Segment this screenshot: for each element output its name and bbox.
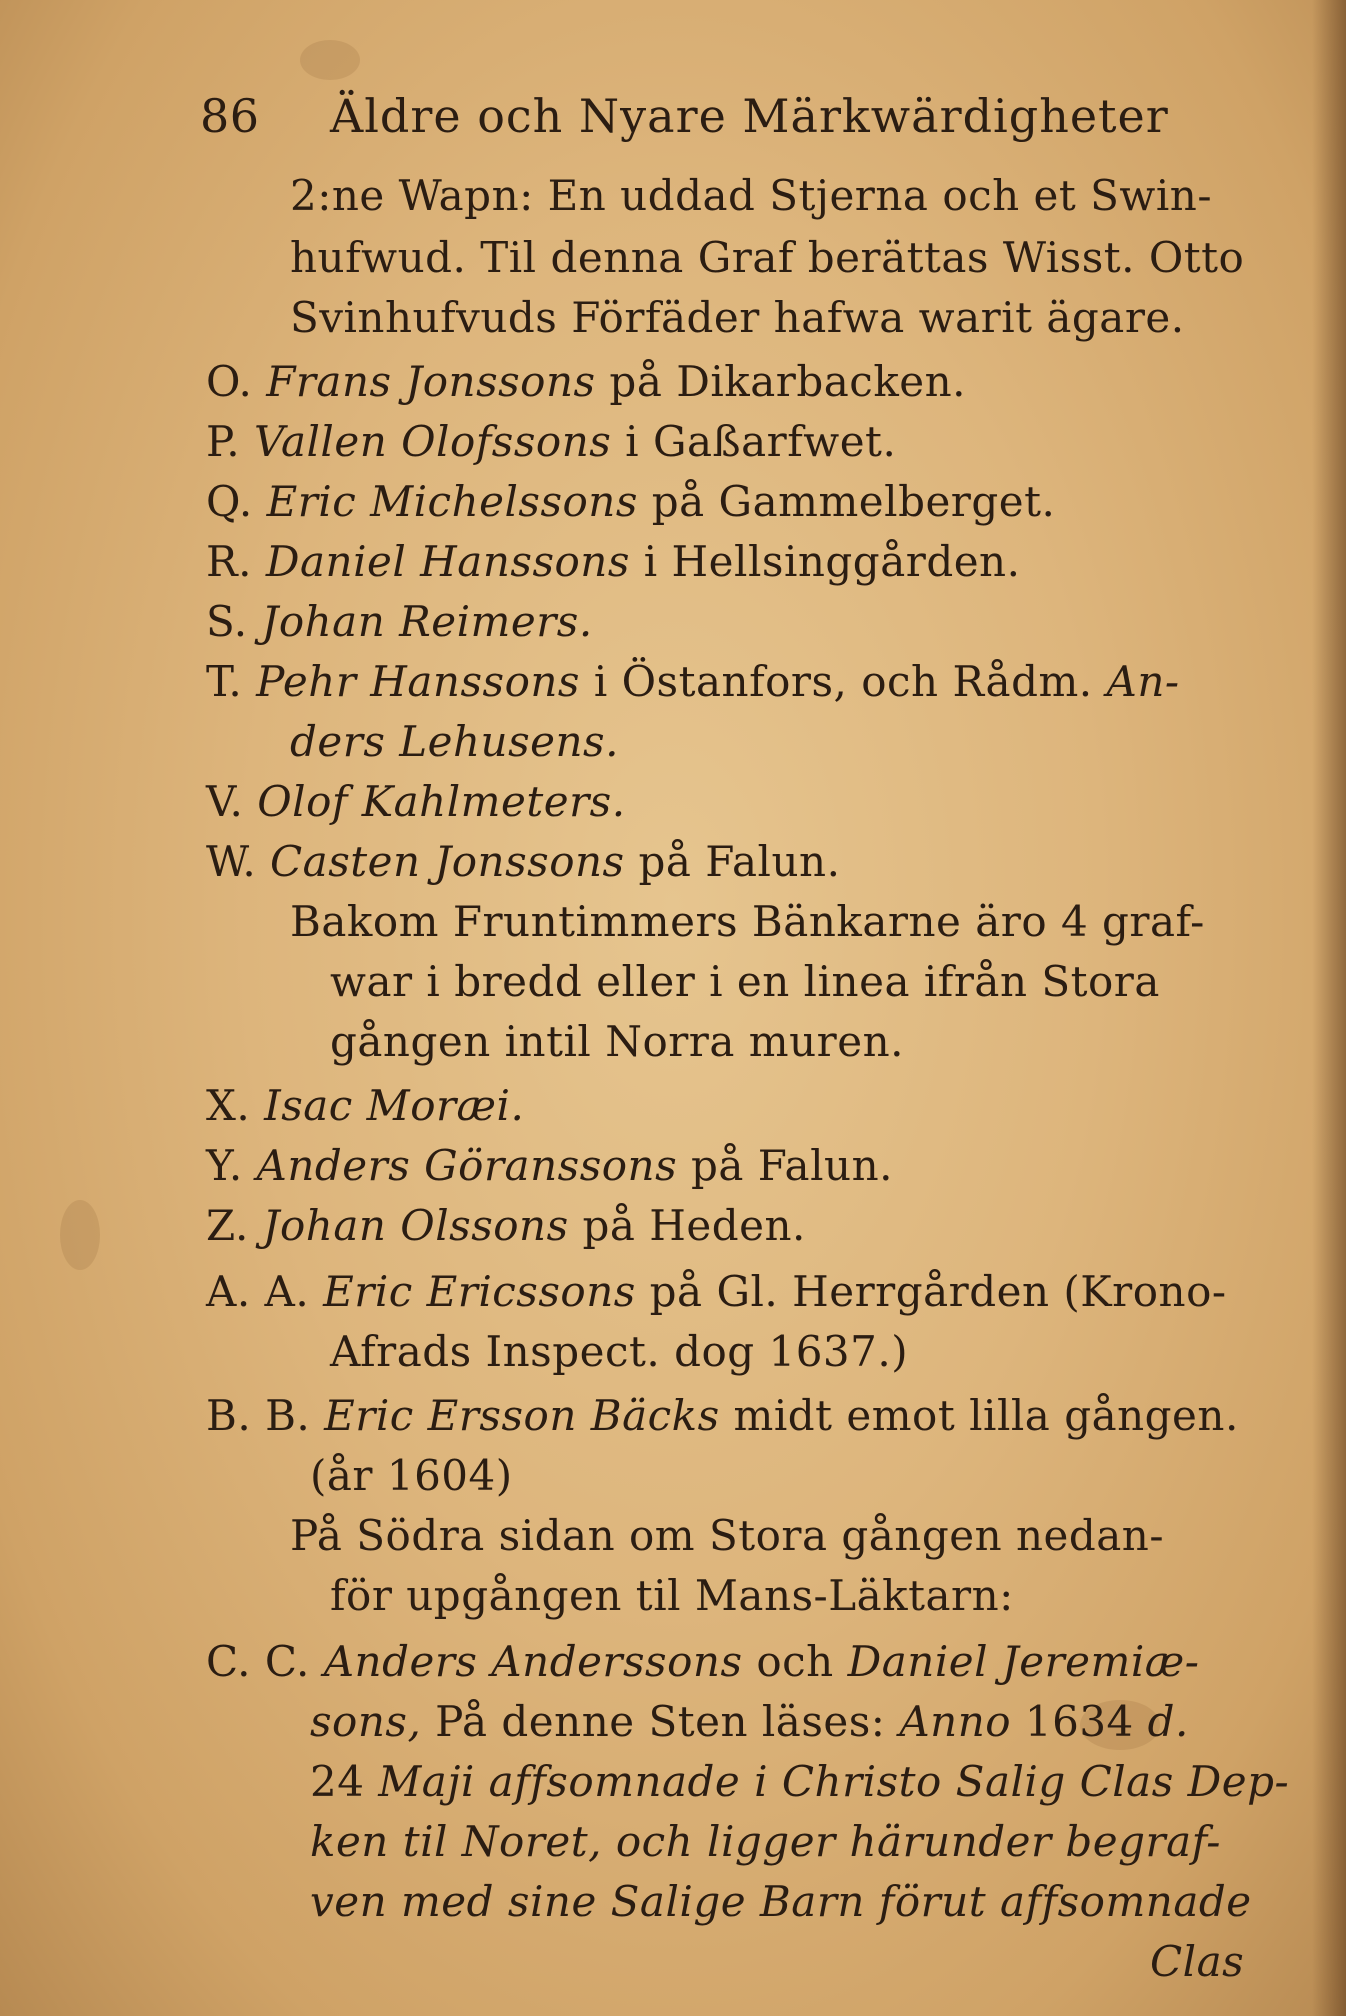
intro-line: Svinhufvuds Förfäder hafwa warit ägare. xyxy=(290,293,1185,342)
entry-label: A. A. xyxy=(206,1267,310,1316)
entry-name: Daniel Hanssons xyxy=(265,537,630,586)
entry-label: X. xyxy=(206,1081,251,1130)
intro-line: 2:ne Wapn: En uddad Stjerna och et Swin- xyxy=(290,171,1213,220)
entry-name: ken til Noret, och ligger härunder begraf- xyxy=(310,1817,1221,1866)
entry-name: Johan Olssons xyxy=(262,1201,569,1250)
entry-label: B. B. xyxy=(206,1391,311,1440)
entry-name: Pehr Hanssons xyxy=(256,657,580,706)
paragraph-line: Bakom Fruntimmers Bänkarne äro 4 graf- xyxy=(290,897,1205,946)
entry-line xyxy=(206,1386,1239,1446)
entry-line xyxy=(206,472,1055,532)
entry-line xyxy=(310,1752,1289,1812)
entry-label: Y. xyxy=(206,1141,243,1190)
entry-line xyxy=(206,772,626,832)
entry-rest: på Gammelberget. xyxy=(637,477,1056,526)
entry-line xyxy=(310,1692,1189,1752)
entry-rest: (år 1604) xyxy=(310,1451,513,1500)
entry-label: O. xyxy=(206,357,253,406)
entry-rest: på Falun. xyxy=(677,1141,893,1190)
entry-rest: på Gl. Herrgården (Krono- xyxy=(635,1267,1227,1316)
entry-name: ven med sine Salige Barn förut affsomnade xyxy=(310,1877,1252,1926)
entry-line xyxy=(206,1196,806,1256)
entry-line xyxy=(310,1446,513,1506)
entry-rest: på Dikarbacken. xyxy=(595,357,967,406)
catchword: Clas xyxy=(1150,1937,1245,1986)
entry-line xyxy=(206,1076,524,1136)
entry-name: Isac Moræi. xyxy=(264,1081,525,1130)
entry-line xyxy=(206,832,840,892)
entry-line xyxy=(310,1872,1252,1932)
entry-rest: Afrads Inspect. dog 1637.) xyxy=(330,1327,909,1376)
entry-label: S. xyxy=(206,597,248,646)
entry-name: Maji affsomnade i Christo Salig Clas Dep- xyxy=(378,1757,1290,1806)
entry-rest: i Gaßarfwet. xyxy=(611,417,897,466)
entry-rest: och xyxy=(742,1637,848,1686)
entry-line xyxy=(206,1136,893,1196)
entry-line xyxy=(206,1632,1199,1692)
page-number: 86 xyxy=(200,89,260,143)
entry-label: T. xyxy=(206,657,243,706)
entry-rest: i Hellsinggården. xyxy=(629,537,1021,586)
entry-name: Frans Jonssons xyxy=(266,357,596,406)
running-title: Äldre och Nyare Märkwärdigheter xyxy=(330,89,1169,143)
entry-name-3: d. xyxy=(1147,1697,1189,1746)
entry-line xyxy=(206,412,896,472)
entry-label: Z. xyxy=(206,1201,249,1250)
entry-line xyxy=(206,352,966,412)
entry-name: Anders Göranssons xyxy=(256,1141,678,1190)
entry-rest: 24 xyxy=(310,1757,379,1806)
entry-name: Eric Ersson Bäcks xyxy=(324,1391,720,1440)
entry-label: V. xyxy=(206,777,244,826)
entry-name-2: Daniel Jeremiæ- xyxy=(847,1637,1200,1686)
entry-name: Anders Anderssons xyxy=(323,1637,743,1686)
entry-rest: på Falun. xyxy=(624,837,841,886)
entry-line xyxy=(206,1262,1227,1322)
entry-line xyxy=(206,592,593,652)
paragraph-line: gången intil Norra muren. xyxy=(330,1017,904,1066)
entry-rest: i Östanfors, och Rådm. xyxy=(579,657,1093,706)
entry-line xyxy=(310,1812,1221,1872)
entry-rest: på Heden. xyxy=(568,1201,806,1250)
entry-rest: På denne Sten läses: xyxy=(421,1697,900,1746)
entry-name: Eric Michelssons xyxy=(266,477,638,526)
entry-rest: midt emot lilla gången. xyxy=(719,1391,1239,1440)
entry-name: Vallen Olofssons xyxy=(253,417,612,466)
entry-line xyxy=(290,712,619,772)
entry-label: P. xyxy=(206,417,241,466)
entry-name: ders Lehusens. xyxy=(290,717,619,766)
entry-label: R. xyxy=(206,537,252,586)
entry-rest-2: 1634 xyxy=(1011,1697,1148,1746)
entry-name: Casten Jonssons xyxy=(270,837,625,886)
entry-line xyxy=(206,532,1020,592)
entry-name-2: Anno xyxy=(899,1697,1012,1746)
entry-label: W. xyxy=(206,837,257,886)
entry-label: C. C. xyxy=(206,1637,310,1686)
entry-name: Eric Ericssons xyxy=(323,1267,636,1316)
entry-name: Olof Kahlmeters. xyxy=(257,777,626,826)
paragraph-line: war i bredd eller i en linea ifrån Stora xyxy=(330,957,1160,1006)
page-edge-shadow xyxy=(1312,0,1346,2016)
entry-label: Q. xyxy=(206,477,253,526)
entry-name: Johan Reimers. xyxy=(261,597,593,646)
entry-line xyxy=(330,1322,908,1382)
entry-line xyxy=(206,652,1180,712)
paragraph-line: På Södra sidan om Stora gången nedan- xyxy=(290,1511,1165,1560)
paragraph-line: för upgången til Mans-Läktarn: xyxy=(330,1571,1014,1620)
entry-tail: An- xyxy=(1092,657,1180,706)
intro-line: hufwud. Til denna Graf berättas Wisst. Otto xyxy=(290,233,1245,282)
entry-name: sons, xyxy=(310,1697,422,1746)
